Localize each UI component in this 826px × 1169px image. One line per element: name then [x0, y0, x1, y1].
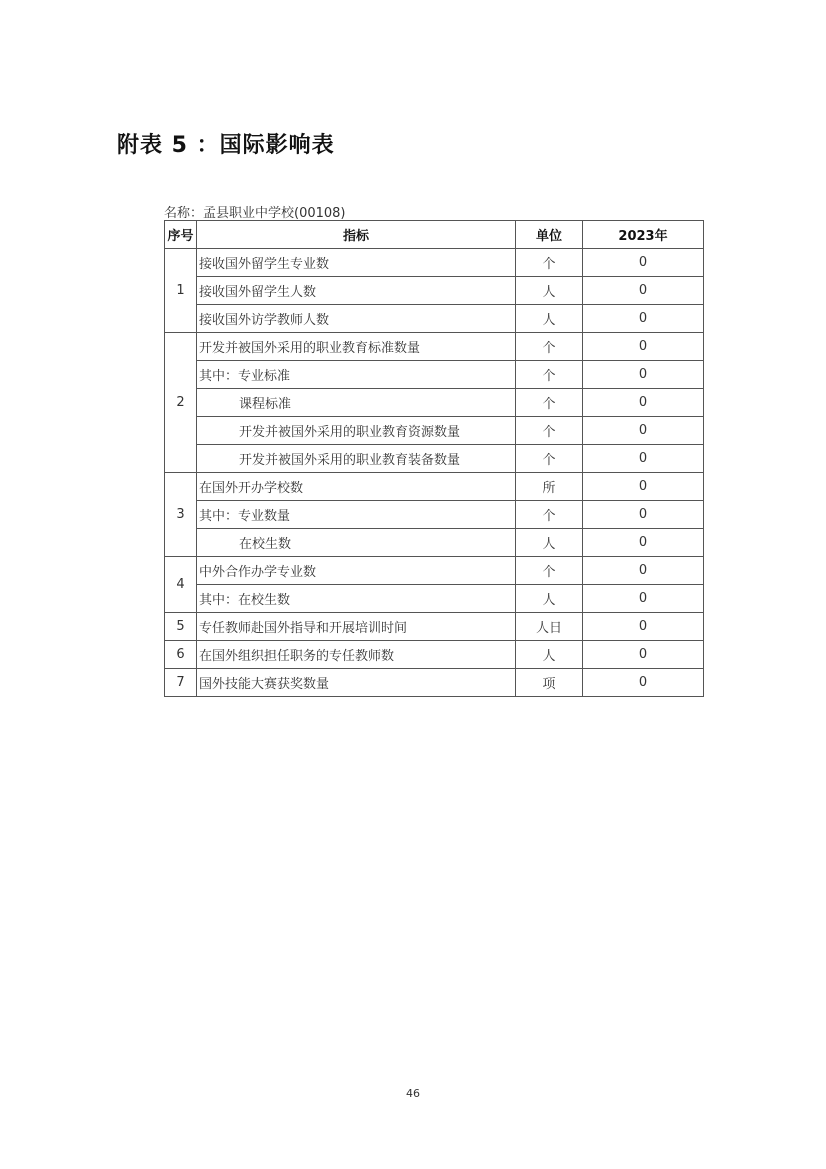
page-number: 46	[406, 1087, 420, 1100]
header-seq: 序号	[165, 221, 197, 249]
row-indicator: 课程标准	[197, 389, 516, 417]
row-indicator: 开发并被国外采用的职业教育资源数量	[197, 417, 516, 445]
row-value: 0	[583, 501, 704, 529]
header-unit: 单位	[516, 221, 583, 249]
row-indicator: 其中：在校生数	[197, 585, 516, 613]
row-unit: 所	[516, 473, 583, 501]
row-value: 0	[583, 557, 704, 585]
row-value: 0	[583, 389, 704, 417]
international-influence-table	[164, 220, 704, 697]
row-indicator: 在校生数	[197, 529, 516, 557]
row-value: 0	[583, 417, 704, 445]
table-header-row	[165, 221, 704, 249]
table-row	[165, 557, 704, 585]
row-value: 0	[583, 305, 704, 333]
row-indicator: 开发并被国外采用的职业教育标准数量	[197, 333, 516, 361]
school-name-label: 名称：孟县职业中学校(00108)	[164, 206, 346, 221]
row-unit: 个	[516, 445, 583, 473]
row-value: 0	[583, 585, 704, 613]
table-row	[165, 361, 704, 389]
row-indicator: 接收国外留学生专业数	[197, 249, 516, 277]
row-indicator: 专任教师赴国外指导和开展培训时间	[197, 613, 516, 641]
row-unit: 个	[516, 389, 583, 417]
row-unit: 人日	[516, 613, 583, 641]
row-indicator: 在国外组织担任职务的专任教师数	[197, 641, 516, 669]
row-seq: 2	[165, 333, 197, 473]
row-unit: 人	[516, 585, 583, 613]
table-row	[165, 473, 704, 501]
table-row	[165, 641, 704, 669]
row-unit: 人	[516, 305, 583, 333]
row-seq: 4	[165, 557, 197, 613]
row-unit: 个	[516, 417, 583, 445]
table-row	[165, 277, 704, 305]
row-seq: 7	[165, 669, 197, 697]
row-unit: 个	[516, 361, 583, 389]
table-row	[165, 669, 704, 697]
table-row	[165, 445, 704, 473]
row-value: 0	[583, 669, 704, 697]
row-value: 0	[583, 641, 704, 669]
row-seq: 3	[165, 473, 197, 557]
row-unit: 个	[516, 557, 583, 585]
row-indicator: 接收国外留学生人数	[197, 277, 516, 305]
row-unit: 个	[516, 333, 583, 361]
table-row	[165, 249, 704, 277]
row-value: 0	[583, 277, 704, 305]
row-value: 0	[583, 333, 704, 361]
row-seq: 6	[165, 641, 197, 669]
table-row	[165, 417, 704, 445]
row-value: 0	[583, 249, 704, 277]
table-row	[165, 501, 704, 529]
page-title: 附表 5 ：国际影响表	[117, 133, 335, 158]
row-value: 0	[583, 361, 704, 389]
row-unit: 人	[516, 641, 583, 669]
header-indicator: 指标	[197, 221, 516, 249]
row-indicator: 其中：专业标准	[197, 361, 516, 389]
row-unit: 人	[516, 529, 583, 557]
table-row	[165, 613, 704, 641]
row-indicator: 在国外开办学校数	[197, 473, 516, 501]
row-indicator: 开发并被国外采用的职业教育装备数量	[197, 445, 516, 473]
header-year: 2023年	[583, 221, 704, 249]
row-seq: 5	[165, 613, 197, 641]
row-value: 0	[583, 445, 704, 473]
table-row	[165, 333, 704, 361]
row-value: 0	[583, 529, 704, 557]
table-row	[165, 585, 704, 613]
row-unit: 项	[516, 669, 583, 697]
row-unit: 人	[516, 277, 583, 305]
row-indicator: 其中：专业数量	[197, 501, 516, 529]
row-unit: 个	[516, 249, 583, 277]
row-indicator: 国外技能大赛获奖数量	[197, 669, 516, 697]
table-row	[165, 529, 704, 557]
table-row	[165, 305, 704, 333]
table-row	[165, 389, 704, 417]
row-seq: 1	[165, 249, 197, 333]
row-indicator: 中外合作办学专业数	[197, 557, 516, 585]
row-indicator: 接收国外访学教师人数	[197, 305, 516, 333]
row-unit: 个	[516, 501, 583, 529]
row-value: 0	[583, 473, 704, 501]
row-value: 0	[583, 613, 704, 641]
